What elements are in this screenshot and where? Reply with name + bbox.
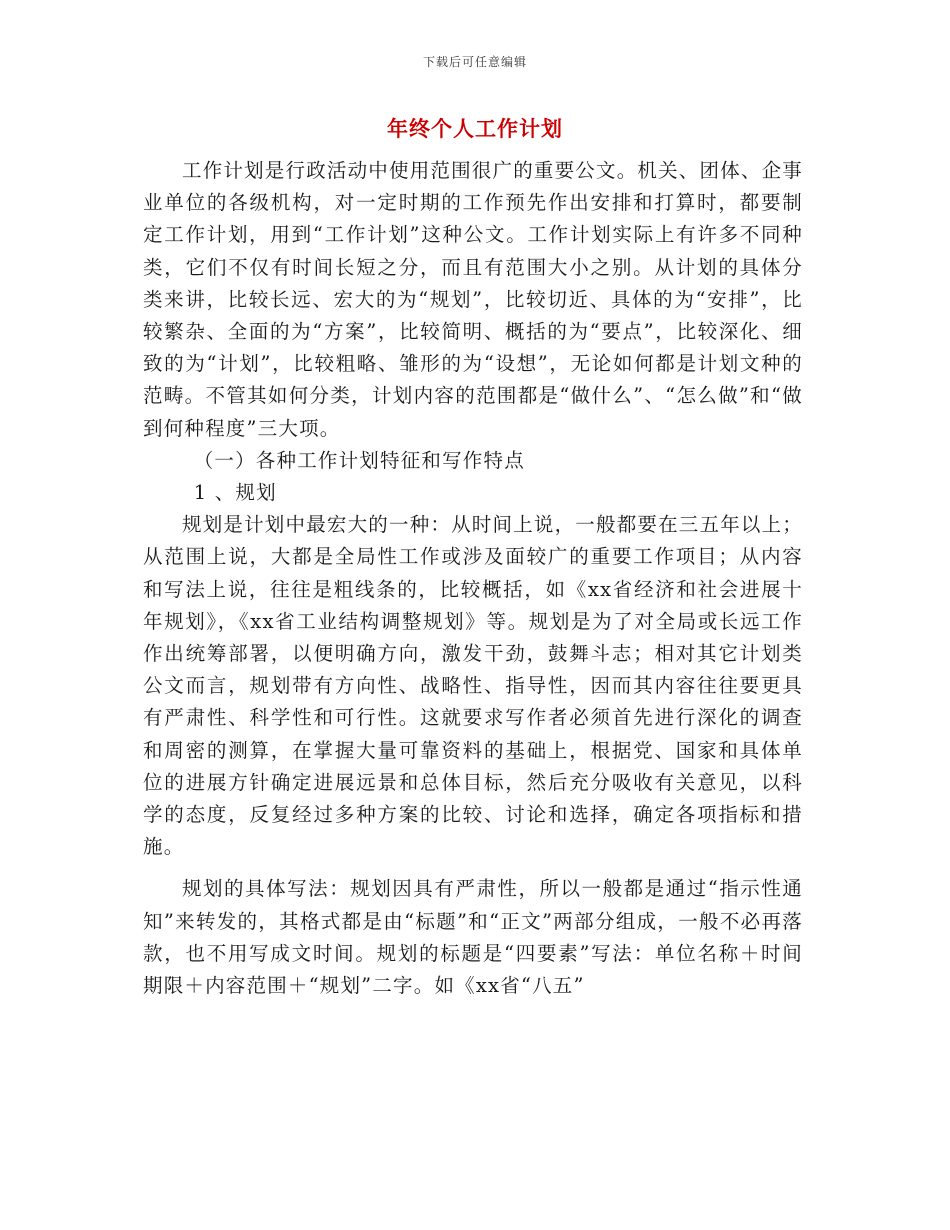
subsection-heading: 1 、规划 xyxy=(193,481,277,505)
document-body xyxy=(143,155,803,1002)
header-note: 下载后可任意编辑 xyxy=(422,55,527,69)
document-title: 年终个人工作计划 xyxy=(387,116,563,141)
intro-paragraph: 工作计划是行政活动中使用范围很广的重要公文。机关、团体、企事业单位的各级机构，对一定时期的工作预先作出安排和打算时，都要制定工作计划，用到“工作计划”这种公文。工作计划实际上有许多不同种类，它们不仅有时间长短之分，而且有范围大小之别。从计划的具体分类来讲，比较长远、宏大的为“规划”，比较切近、具体的为“安排”，比较繁杂、全面的为“方案”，比较简明、概括的为“要点”，比较深化、细致的为“计划”，比较粗略、雏形的为“设想”，无论如何都是计划文种的范畴。不管其如何分类，计划内容的范围都是“做什么”、“怎么做”和“做到何种程度”三大项。 xyxy=(143,159,804,440)
planning-writing-paragraph: 规划的具体写法：规划因具有严肃性，所以一般都是通过“指示性通知”来转发的，其格式都是由“标题”和“正文”两部分组成，一般不必再落款，也不用写成文时间。规划的标题是“四要素”写法：单位名称＋时间期限＋内容范围＋“规划”二字。如《xx省“八五” xyxy=(143,877,803,998)
section-heading: （一）各种工作计划特征和写作特点 xyxy=(193,448,525,472)
planning-paragraph: 规划是计划中最宏大的一种：从时间上说，一般都要在三五年以上；从范围上说，大都是全局性工作或涉及面较广的重要工作项目；从内容和写法上说，往往是粗线条的，比较概括，如《xx省经济和社会进展十年规划》，《xx省工业结构调整规划》等。规划是为了对全局或长远工作作出统筹部署，以便明确方向，激发干劲，鼓舞斗志；相对其它计划类公文而言，规划带有方向性、战略性、指导性，因而其内容往往要更具有严肃性、科学性和可行性。这就要求写作者必须首先进行深化的调查和周密的测算，在掌握大量可靠资料的基础上，根据党、国家和具体单位的进展方针确定进展远景和总体目标，然后充分吸收有关意见，以科学的态度，反复经过多种方案的比较、讨论和选择，确定各项指标和措施。 xyxy=(143,513,804,859)
